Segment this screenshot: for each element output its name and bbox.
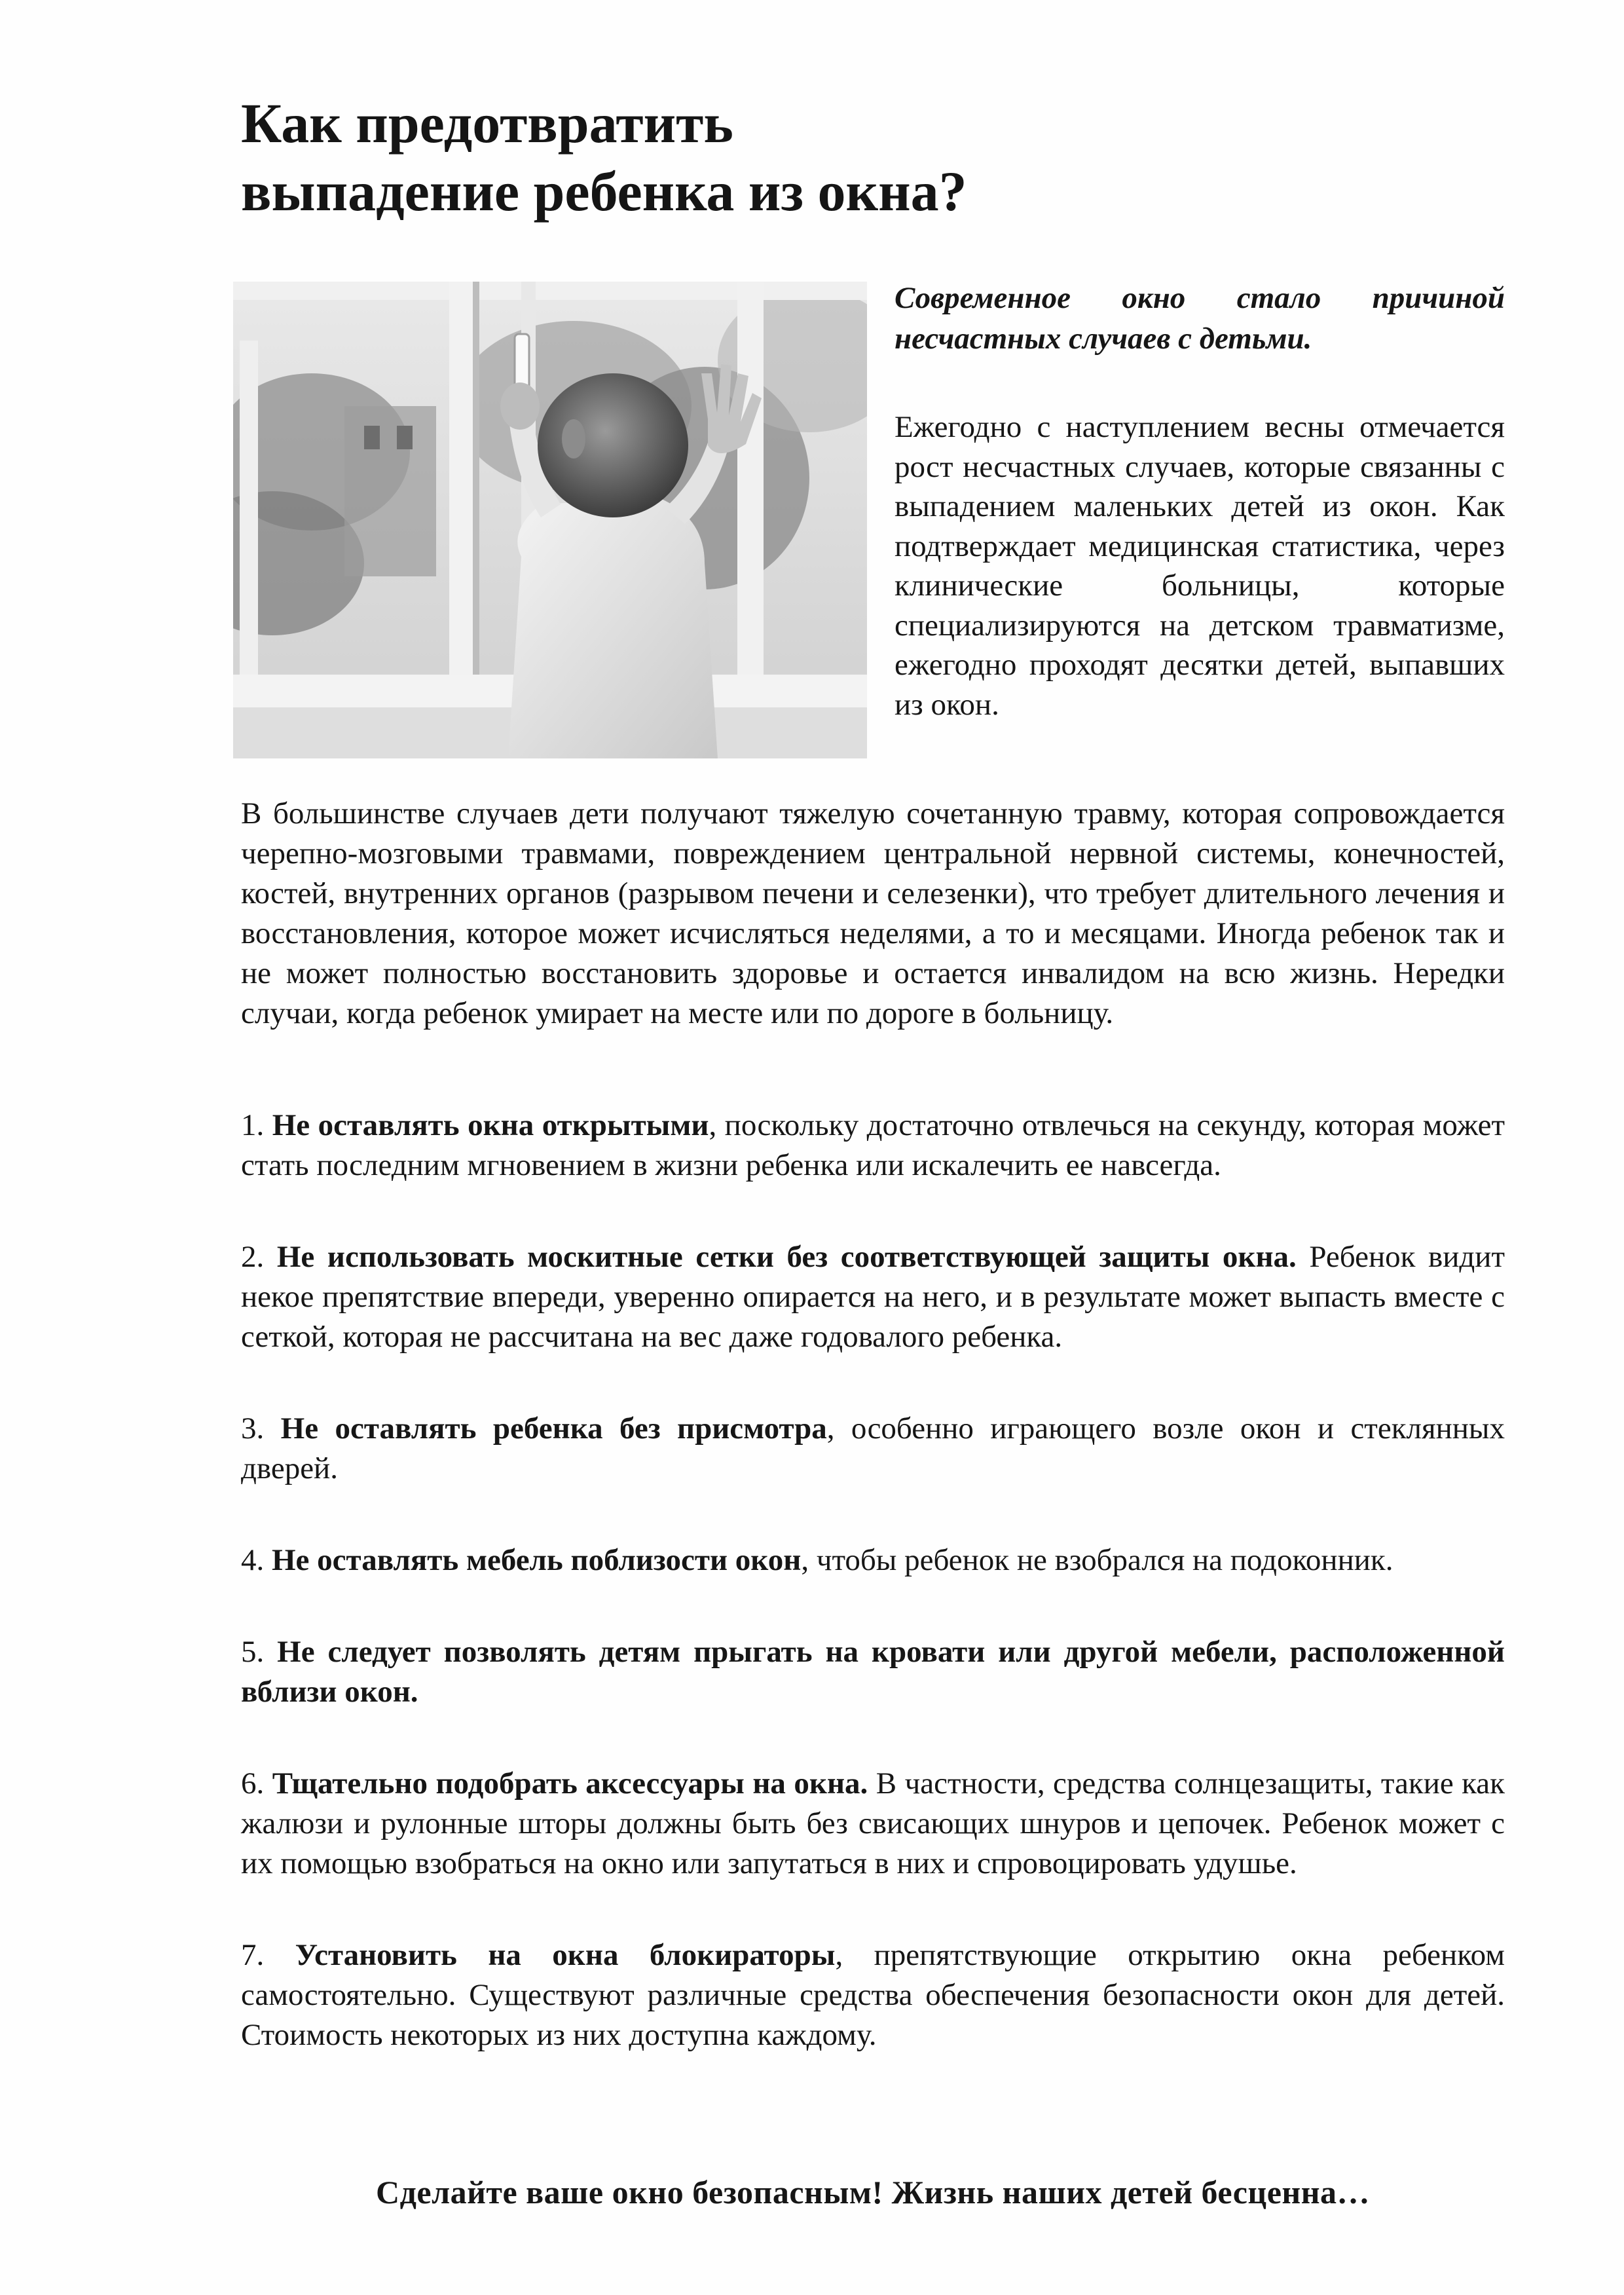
tip-text: В частности, средства солнцезащиты, такие как жалюзи и рулонные шторы должны быть без свисающих шнуров и цепочек. Ребенок может с их помощью взобраться на окно или запутаться в них и спровоцировать удушье.	[241, 1766, 1505, 1880]
page-title	[241, 89, 1485, 225]
tip-number: 1.	[241, 1108, 265, 1142]
tip-heading: Тщательно подобрать аксессуары на окна.	[272, 1766, 868, 1801]
tip-number: 6.	[241, 1766, 265, 1801]
tip-item	[241, 1935, 1505, 2055]
tip-number: 3.	[241, 1411, 265, 1446]
tip-heading: Не использовать москитные сетки без соответствующей защиты окна.	[276, 1240, 1297, 1274]
tip-item	[241, 1409, 1505, 1489]
tip-item	[241, 1106, 1505, 1185]
tip-text: , поскольку достаточно отвлечься на секунду, которая может стать последним мгновением в жизни ребенка или искалечить ее навсегда.	[241, 1108, 1505, 1182]
intro-lead: Современное окно стало причиной несчастных случаев с детьми.	[895, 281, 1505, 356]
tip-number: 2.	[241, 1240, 265, 1274]
body-paragraph: В большинстве случаев дети получают тяжелую сочетанную травму, которая сопровождается черепно-мозговыми травмами, повреждением центральной нервной системы, конечностей, костей, внутренних органов (разрывом печени и селезенки), что требует длительного лечения и восстановления, которое может исчисляться неделями, а то и месяцами. Иногда ребенок так и не может полностью восстановить здоровье и остается инвалидом на всю жизнь. Нередки случаи, когда ребенок умирает на месте или по дороге в больницу.	[241, 796, 1505, 1030]
tip-text: Ребенок видит некое препятствие впереди, уверенно опирается на него, и в результате может выпасть вместе с сеткой, которая не рассчитана на вес даже годовалого ребенка.	[241, 1240, 1505, 1354]
tip-number: 4.	[241, 1543, 265, 1577]
tip-text: , чтобы ребенок не взобрался на подоконник.	[801, 1543, 1393, 1577]
tip-heading: Не оставлять окна открытыми	[272, 1108, 709, 1142]
tip-heading: Не оставлять мебель поблизости окон	[272, 1543, 802, 1577]
intro-block	[895, 278, 1505, 724]
page-title-line1: Как предотвратить	[241, 92, 733, 155]
tip-number: 5.	[241, 1635, 265, 1669]
photo-illustration	[233, 282, 867, 758]
intro-paragraph: Ежегодно с наступлением весны отмечается рост несчастных случаев, которые связанны с выпадением маленьких детей из окон. Как подтверждает медицинская статистика, через клинические больницы, которые специализируются на детском травматизме, ежегодно проходят десятки детей, выпавших из окон.	[895, 410, 1505, 722]
child-at-window-photo	[233, 282, 867, 758]
tip-item	[241, 1764, 1505, 1884]
tip-text: , препятствующие открытию окна ребенком самостоятельно. Существуют различные средства обеспечения безопасности окон для детей. Стоимость некоторых из них доступна каждому.	[241, 1938, 1505, 2052]
tip-heading: Не следует позволять детям прыгать на кровати или другой мебели, расположенной вблизи окон.	[241, 1635, 1505, 1709]
closing-slogan: Сделайте ваше окно безопасным! Жизнь наших детей бесценна…	[375, 2174, 1371, 2211]
tip-item	[241, 1237, 1505, 1357]
tip-text: , особенно играющего возле окон и стеклянных дверей.	[241, 1411, 1505, 1485]
page-title-line2: выпадение ребенка из окна?	[241, 160, 967, 223]
tip-item	[241, 1632, 1505, 1712]
tip-number: 7.	[241, 1938, 265, 1972]
safety-tips-list	[241, 1106, 1505, 2107]
tip-heading: Установить на окна блокираторы	[295, 1938, 836, 1972]
tip-item	[241, 1540, 1505, 1580]
tip-heading: Не оставлять ребенка без присмотра	[280, 1411, 827, 1446]
